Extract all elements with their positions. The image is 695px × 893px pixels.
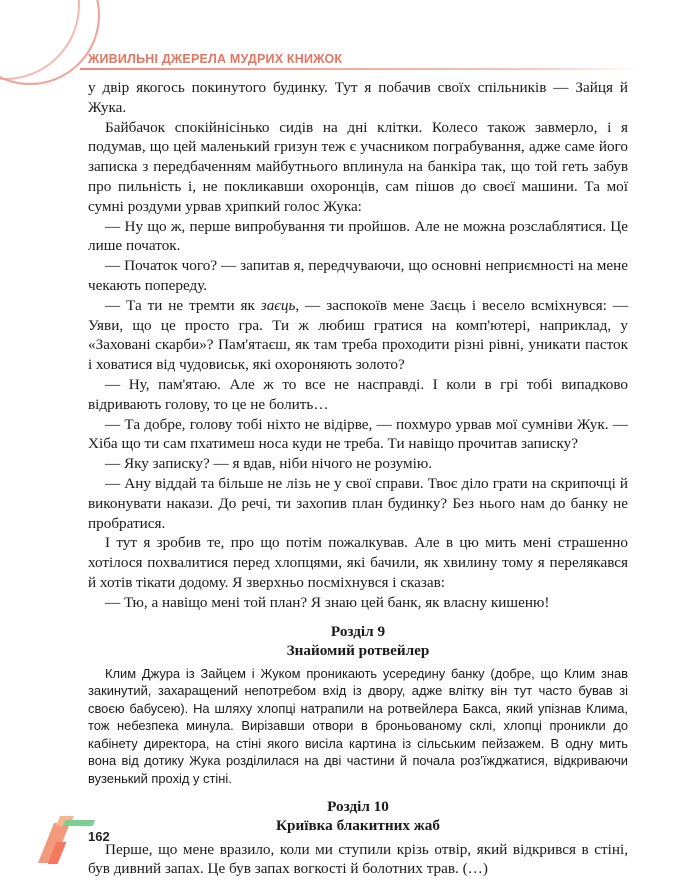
page-content xyxy=(88,78,628,879)
paragraph: Байбачок спокійнісінько сидів на дні клітки. Колесо також завмерло, і я подумав, що цей маленький гризун теж є учасником пограбування, адже саме його записка з передбаченням майбутнього вплинула на банкіра так, що той геть забув про пильність і, не покликавши охоронців, сам пішов до своєї машини. Та мої сумні роздуми урвав хрипкий голос Жука: xyxy=(88,118,628,215)
chapter-title: Криївка блакитних жаб xyxy=(276,816,440,834)
chapter-10-heading xyxy=(88,797,628,835)
paragraph: — Початок чого? — запитав я, передчуваючи, що основні неприємності на мене чекають попереду. xyxy=(88,257,628,294)
paragraph: у двір якогось покинутого будинку. Тут я побачив своїх спільників — Зайця й Жука. xyxy=(88,79,628,116)
page-number: 162 xyxy=(88,829,110,844)
paragraph: — Та добре, голову тобі ніхто не відірве, — похмуро урвав мої сумніви Жук. — Хіба що ти сам пхатимеш носа куди не треба. Ти навіщо прочитав записку? xyxy=(88,415,628,453)
paragraph: — Ну що ж, перше випробування ти пройшов. Але не можна розслаблятися. Це лише початок. xyxy=(88,217,628,255)
paragraph-text: , — заспокоїв мене Заєць і весело всміхнувся: — Уяви, що це просто гра. Ти ж любиш гратися на комп'ютері, наприклад, у «Захованi скарби»? Пам'ятаєш, як там треба проходити різні рівні, уникати пасток і ховатися від чудовиськ, які охороняють золото? xyxy=(88,296,628,374)
chapter-number: Розділ 10 xyxy=(327,797,389,815)
paragraph: Перше, що мене вразило, коли ми ступили крізь отвір, який відкрився в стіні, був дивний запах. Це був запах вогкості й болотних трав. (…) xyxy=(88,840,628,878)
paragraph: — Тю, а навіщо мені той план? Я знаю цей банк, як власну кишеню! xyxy=(105,593,550,611)
running-header-title: ЖИВИЛЬНІ ДЖЕРЕЛА МУДРИХ КНИЖОК xyxy=(88,52,343,66)
paragraph-text: — Та ти не тремти як xyxy=(105,296,261,314)
footer-decoration-stripe xyxy=(63,820,95,826)
paragraph-with-italic xyxy=(88,296,628,375)
paragraph: — Ну, пам'ятаю. Але ж то все не насправді. І коли в грі тобі випадково відривають голову, то це не болить… xyxy=(88,375,628,413)
paragraph: — Ану віддай та більше не лізь не у свої справи. Твоє діло грати на скрипочці й виконувати накази. До речі, ти захопив план будинку? Без нього нам до банку не пробратися. xyxy=(88,474,628,532)
header-divider xyxy=(80,68,640,70)
chapter-summary: Клим Джура із Зайцем і Жуком проникають усередину банку (добре, що Клим знав закинутий, захаращений непотребом вхід із двору, адже влітку він тут часто бував зі своєю бабусею). На шляху хлопці натрапили на ротвейлера Бакса, який упізнав Клима, тож небезпека минула. Вирізавши отвори в броньованому склі, хлопці проникли до кабінету директора, на стіні якого висіла картина із сільським пейзажем. В одну мить вона від дотику Жука розділилася на дві частини й почала роз'їжджатися, відкриваючи вузенький прохід у стіні. xyxy=(88,665,628,787)
chapter-number: Розділ 9 xyxy=(330,622,386,640)
header-decoration-circle xyxy=(0,0,100,85)
paragraph: — Яку записку? — я вдав, ніби нічого не розумію. xyxy=(105,455,433,473)
chapter-9-heading xyxy=(88,622,628,660)
paragraph: І тут я зробив те, про що потім пожалкував. Але в цю мить мені страшенно хотілося похвалитися перед хлопцями, які бачили, як хвилину тому я перелякався й хотів тікати додому. Я зверхньо посміхнувся і сказав: xyxy=(88,534,628,591)
italic-word: заєць xyxy=(260,296,296,314)
chapter-title: Знайомий ротвейлер xyxy=(286,641,430,659)
